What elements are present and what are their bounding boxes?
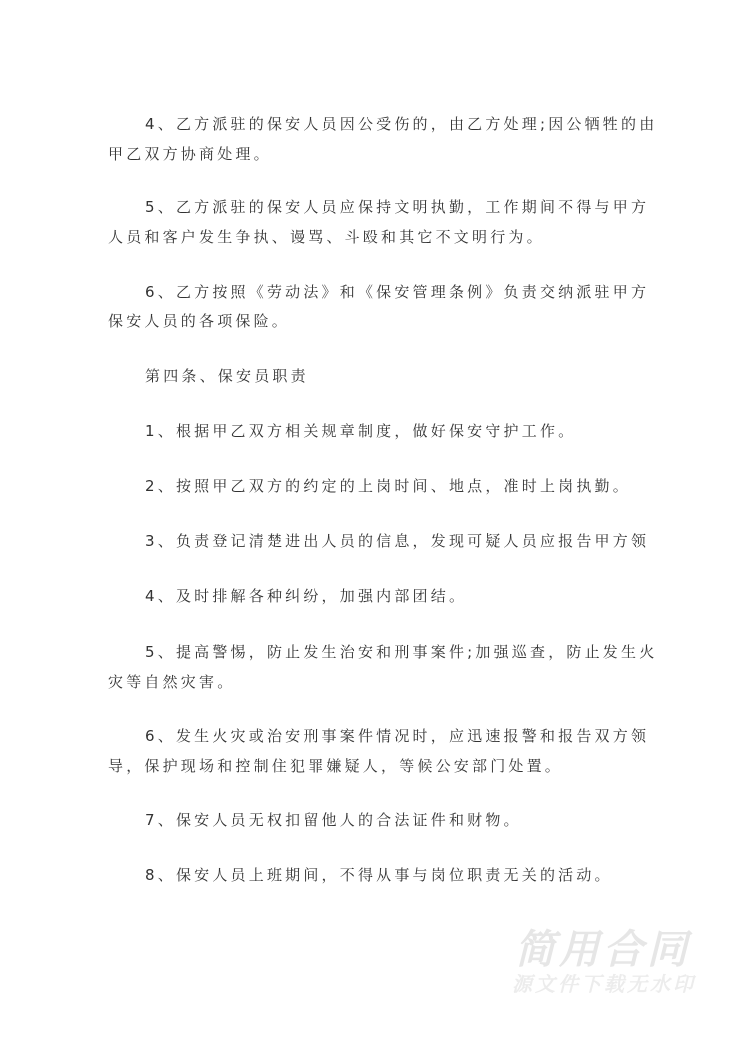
paragraph-line: 保安人员的各项保险。 <box>108 312 291 330</box>
paragraph-line: 4、乙方派驻的保安人员因公受伤的，由乙方处理;因公牺牲的由 <box>145 115 658 133</box>
paragraph-line: 1、根据甲乙双方相关规章制度，做好保安守护工作。 <box>145 422 577 440</box>
paragraph-line: 2、按照甲乙双方的约定的上岗时间、地点，准时上岗执勤。 <box>145 477 631 495</box>
paragraph-line: 3、负责登记清楚进出人员的信息，发现可疑人员应报告甲方领 <box>145 532 650 550</box>
paragraph-line: 7、保安人员无权扣留他人的合法证件和财物。 <box>145 811 522 829</box>
section-heading: 第四条、保安员职责 <box>145 367 309 385</box>
paragraph-line: 6、乙方按照《劳动法》和《保安管理条例》负责交纳派驻甲方 <box>145 283 650 301</box>
paragraph-line: 4、及时排解各种纠纷，加强内部团结。 <box>145 587 468 605</box>
watermark-subtitle: 源文件下载无水印 <box>512 972 696 996</box>
paragraph-line: 6、发生火灾或治安刑事案件情况时，应迅速报警和报告双方领 <box>145 727 650 745</box>
paragraph-line: 5、乙方派驻的保安人员应保持文明执勤，工作期间不得与甲方 <box>145 198 650 216</box>
paragraph-line: 5、提高警惕，防止发生治安和刑事案件;加强巡查，防止发生火 <box>145 643 658 661</box>
paragraph-line: 人员和客户发生争执、谩骂、斗殴和其它不文明行为。 <box>108 228 545 246</box>
paragraph-line: 灾等自然灾害。 <box>108 673 236 691</box>
paragraph-line: 导，保护现场和控制住犯罪嫌疑人，等候公安部门处置。 <box>108 757 564 775</box>
paragraph-line: 甲乙双方协商处理。 <box>108 145 272 163</box>
watermark-title: 简用合同 <box>515 927 691 973</box>
paragraph-line: 8、保安人员上班期间，不得从事与岗位职责无关的活动。 <box>145 866 613 884</box>
